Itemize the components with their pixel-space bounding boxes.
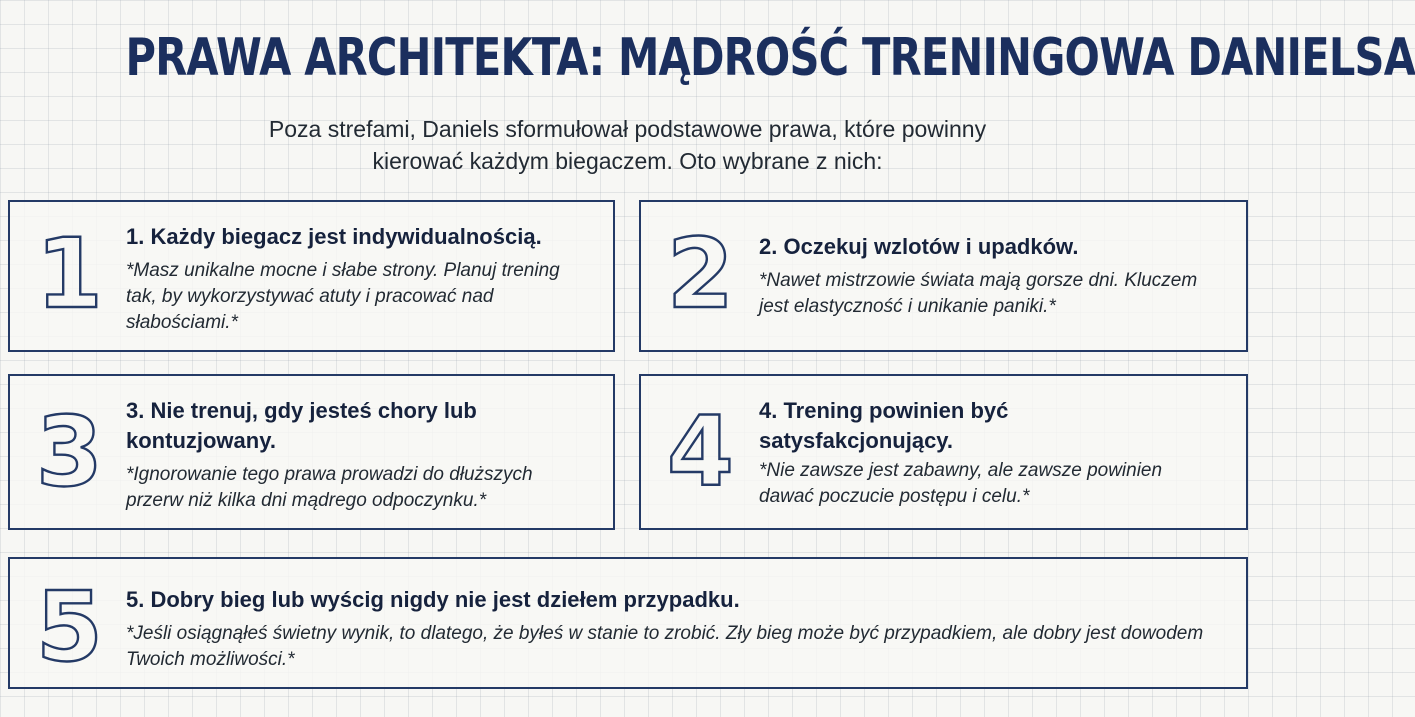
law-heading-3: 3. Nie trenuj, gdy jesteś chory lub kontuzjowany.	[126, 398, 477, 453]
law-number-5: 5	[36, 571, 103, 683]
law-number-2: 2	[667, 218, 734, 330]
law-card-4	[639, 374, 1248, 530]
law-description-3: *Ignorowanie tego prawa prowadzi do dłuższych przerw niż kilka dni mądrego odpoczynku.*	[126, 464, 533, 511]
law-number-1: 1	[36, 218, 103, 330]
law-card-2	[639, 200, 1248, 352]
subtitle-line-2: kierować każdym biegaczem. Oto wybrane z nich:	[372, 148, 883, 174]
law-heading-2: 2. Oczekuj wzlotów i upadków.	[759, 234, 1079, 259]
law-heading-1: 1. Każdy biegacz jest indywidualnością.	[126, 224, 542, 249]
law-card-1	[8, 200, 615, 352]
law-description-1: *Masz unikalne mocne i słabe strony. Planuj trening tak, by wykorzystywać atuty i pracować nad słabościami.*	[126, 260, 560, 333]
law-heading-5: 5. Dobry bieg lub wyścig nigdy nie jest dziełem przypadku.	[126, 587, 740, 612]
law-description-2: *Nawet mistrzowie świata mają gorsze dni. Kluczem jest elastyczność i unikanie paniki.*	[759, 270, 1198, 317]
law-description-4: *Nie zawsze jest zabawny, ale zawsze powinien dawać poczucie postępu i celu.*	[759, 460, 1163, 507]
law-description-5: *Jeśli osiągnąłeś świetny wynik, to dlatego, że byłeś w stanie to zrobić. Zły bieg może być przypadkiem, ale dobry jest dowodem Twoich możliwości.*	[126, 623, 1204, 670]
page-title: PRAWA ARCHITEKTA: MĄDROŚĆ TRENINGOWA DANIELSA	[125, 28, 1415, 88]
subtitle-line-1: Poza strefami, Daniels sformułował podstawowe prawa, które powinny	[268, 116, 987, 142]
law-card-5	[8, 557, 1248, 689]
law-heading-4: 4. Trening powinien być satysfakcjonujący.	[759, 398, 1009, 453]
law-card-3	[8, 374, 615, 530]
page-subtitle	[160, 113, 1095, 177]
law-number-4: 4	[667, 396, 734, 508]
law-number-3: 3	[36, 396, 103, 508]
